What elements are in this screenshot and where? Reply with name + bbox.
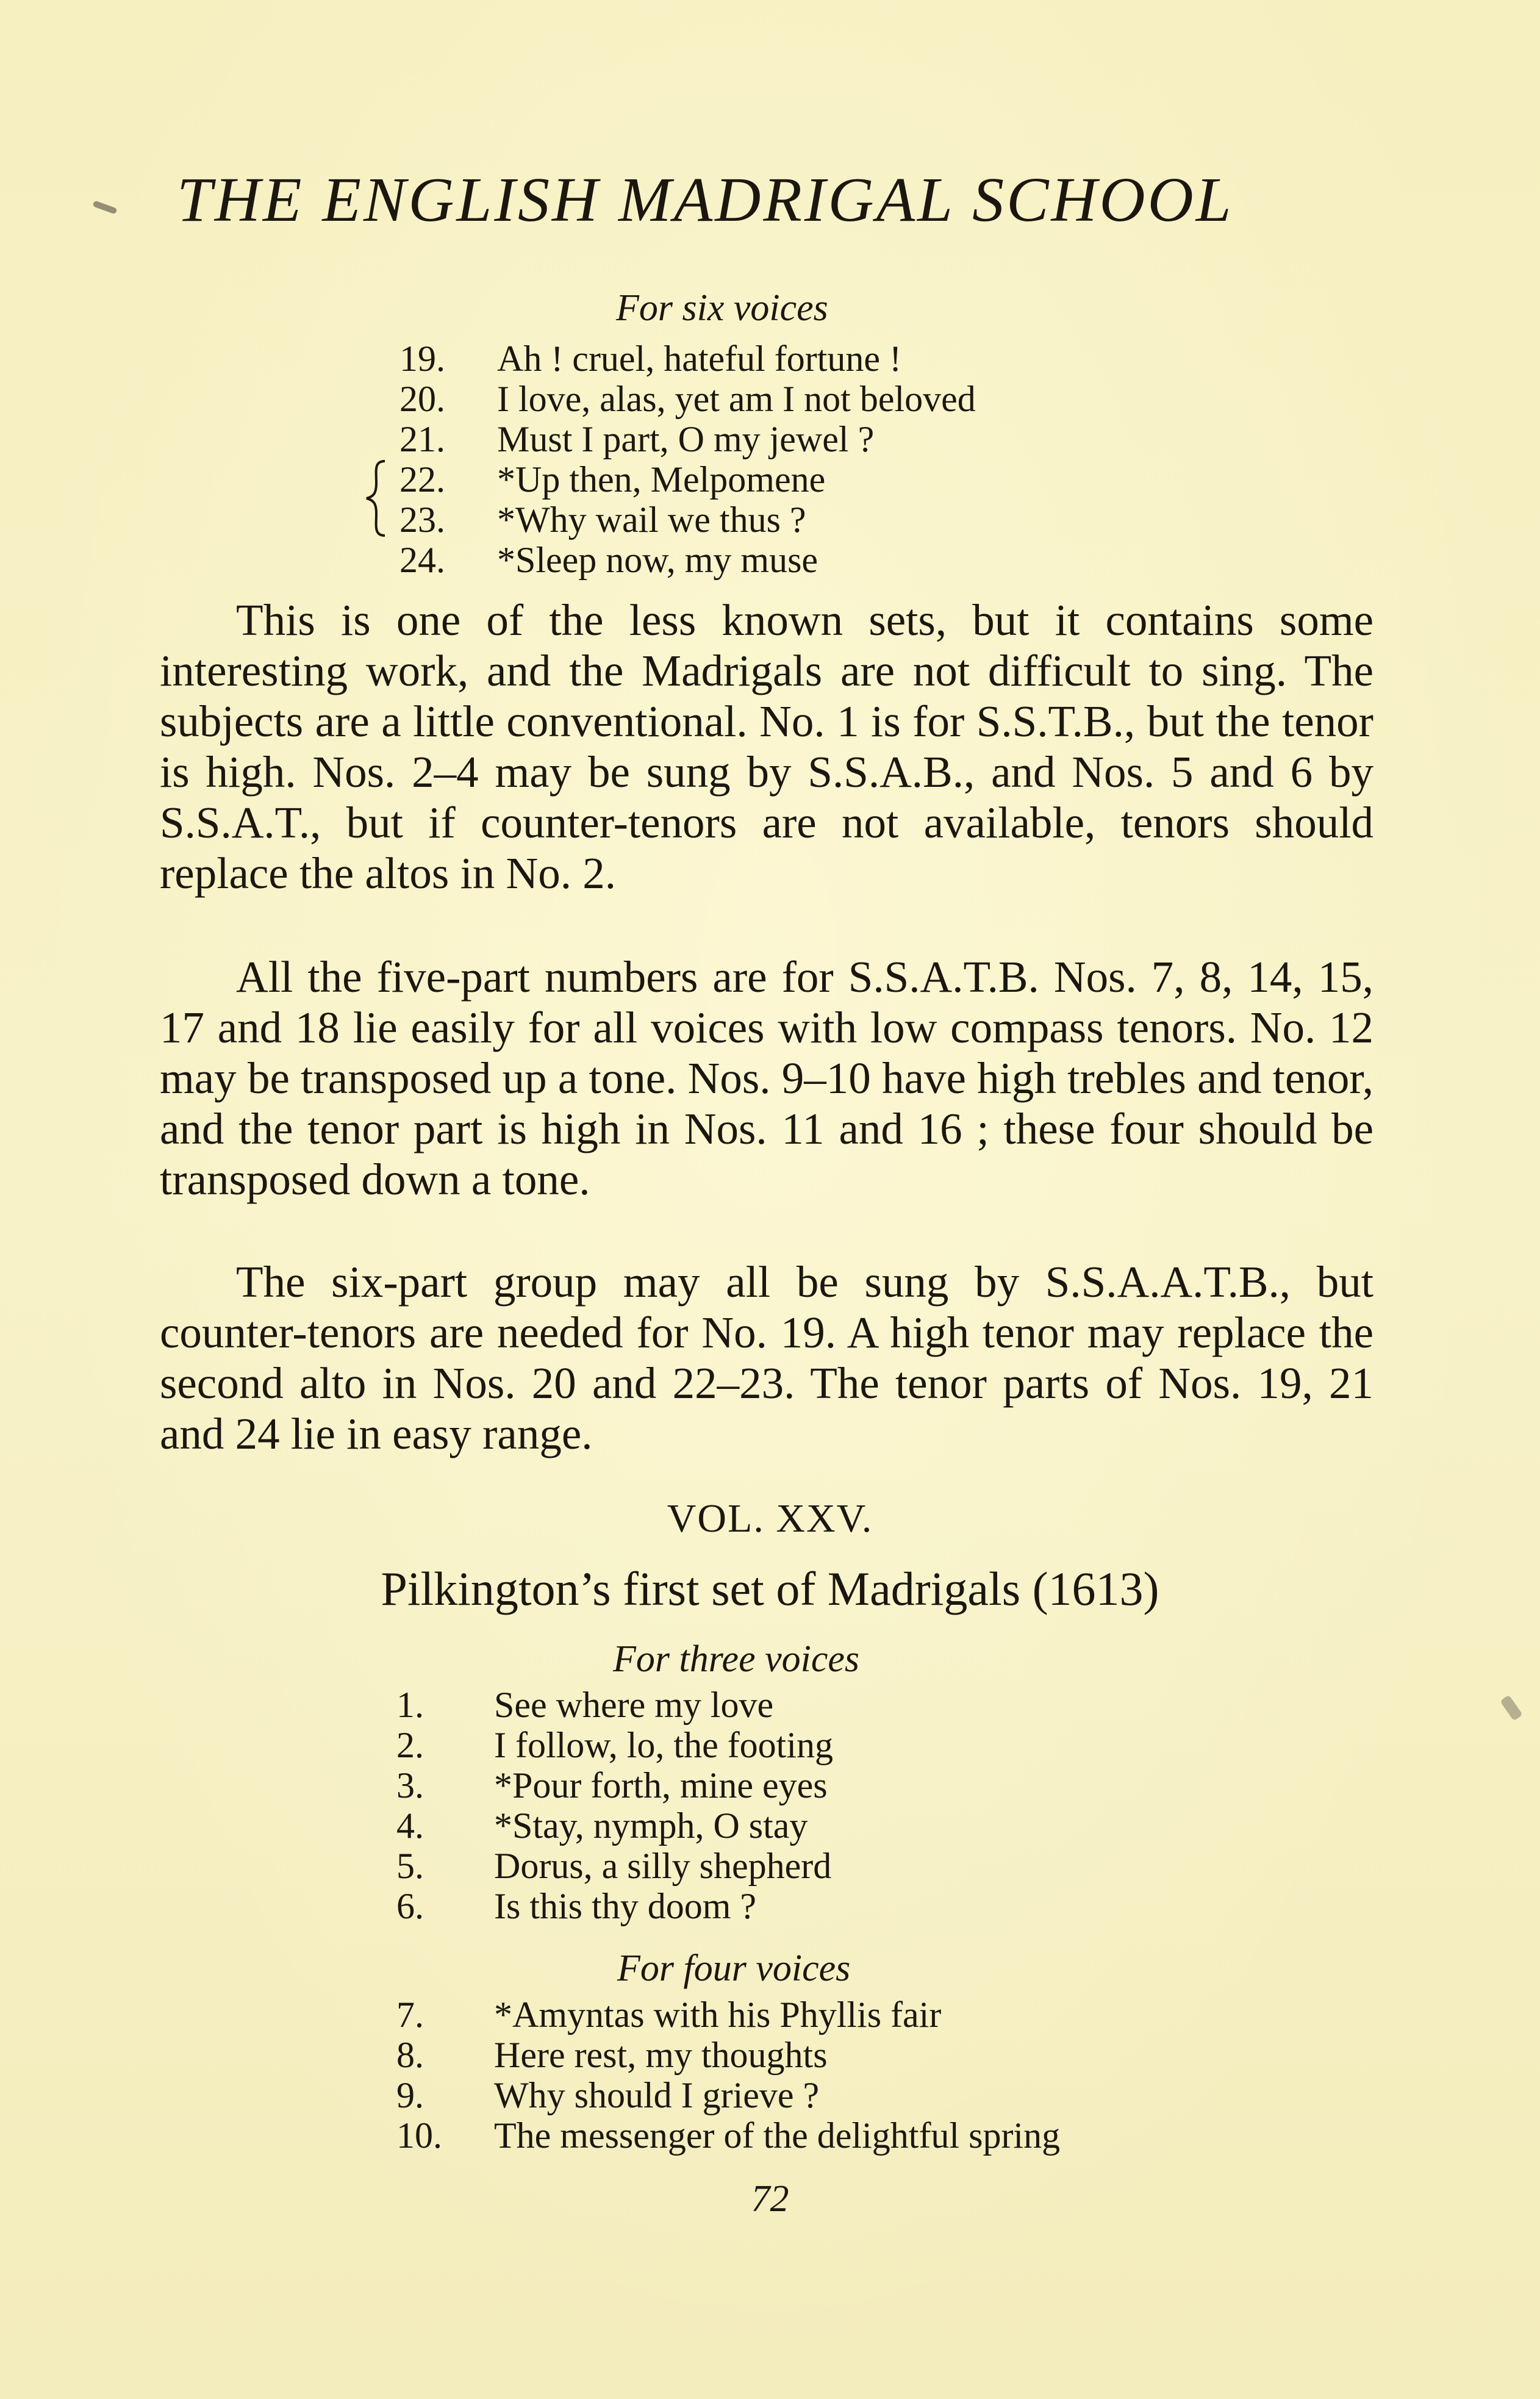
page-number: 72 — [751, 2178, 789, 2220]
volume-heading: VOL. XXV. — [667, 1496, 873, 1541]
running-head: THE ENGLISH MADRIGAL SCHOOL — [177, 165, 1234, 235]
brace-icon — [363, 459, 387, 538]
section-heading-six-voices: For six voices — [616, 287, 828, 329]
ink-mark — [92, 200, 117, 214]
book-page: THE ENGLISH MADRIGAL SCHOOL For six voices 19. Ah ! cruel, hateful fortune ! 20. I love, alas, yet am I not beloved 21. Must I part, O my jewel ? 22. *Up then, Melpomene 23. *Why wail we thus ? 24. *Sleep now, my muse This is one of the less known sets, but it contains some interesting work, and the Madrigals are not difficult to sing. The subjects are a little conventional. No. 1 is for S.S.T.B., but the tenor is high. Nos. 2–4 may be sung by S.S.A.B., and Nos. 5 and 6 by S.S.A.T., but if counter-tenors are not available, tenors should replace the altos in No. 2. All the five-part numbers are for S.S.A.T.B. Nos. 7, 8, 14, 15, 17 and 18 lie easily for all voices with low compass tenors. No. 12 may be transposed up a tone. Nos. 9–10 have high trebles and tenor, and the tenor part is high in Nos. 11 and 16 ; these four should be transposed down a tone. The six-part group may all be sung by S.S.A.A.T.B., but counter-tenors are needed for No. 19. A high tenor may replace the second alto in Nos. 20 and 22–23. The tenor parts of Nos. 19, 21 and 24 lie in easy range. VOL. XXV. Pilkington’s first set of Madrigals (1613) For three voices 1. See where my love 2. I follow, lo, the footing 3. *Pour forth, mine eyes 4. *Stay, nymph, O stay 5. Dorus, a silly shepherd 6. Is this thy doom ? For four voices 7. *Amyntas with his Phyllis fair 8. Here rest, my thoughts 9. Why should I grieve ? 10. The messenger of the delightful spring 72 — [0, 0, 1540, 2399]
ink-speck — [1500, 1694, 1523, 1721]
body-paragraph-2: All the five-part numbers are for S.S.A.T.B. Nos. 7, 8, 14, 15, 17 and 18 lie easily for all voices with low compass tenors. No. 12 may be transposed up a tone. Nos. 9–10 have high trebles and tenor, and the tenor part is high in Nos. 11 and 16 ; these four should be transposed down a tone. — [160, 952, 1373, 1204]
section-heading-four-voices: For four voices — [617, 1948, 851, 1989]
book-title: Pilkington’s first set of Madrigals (1613) — [381, 1562, 1159, 1615]
body-paragraph-1: This is one of the less known sets, but it contains some interesting work, and the Madrigals are not difficult to sing. The subjects are a little conventional. No. 1 is for S.S.T.B., but the tenor is high. Nos. 2–4 may be sung by S.S.A.B., and Nos. 5 and 6 by S.S.A.T., but if counter-tenors are not available, tenors should replace the altos in No. 2. — [160, 595, 1373, 898]
body-paragraph-3: The six-part group may all be sung by S.S.A.A.T.B., but counter-tenors are needed for No. 19. A high tenor may replace the second alto in Nos. 20 and 22–23. The tenor parts of Nos. 19, 21 and 24 lie in easy range. — [160, 1257, 1373, 1458]
section-heading-three-voices: For three voices — [613, 1638, 859, 1680]
